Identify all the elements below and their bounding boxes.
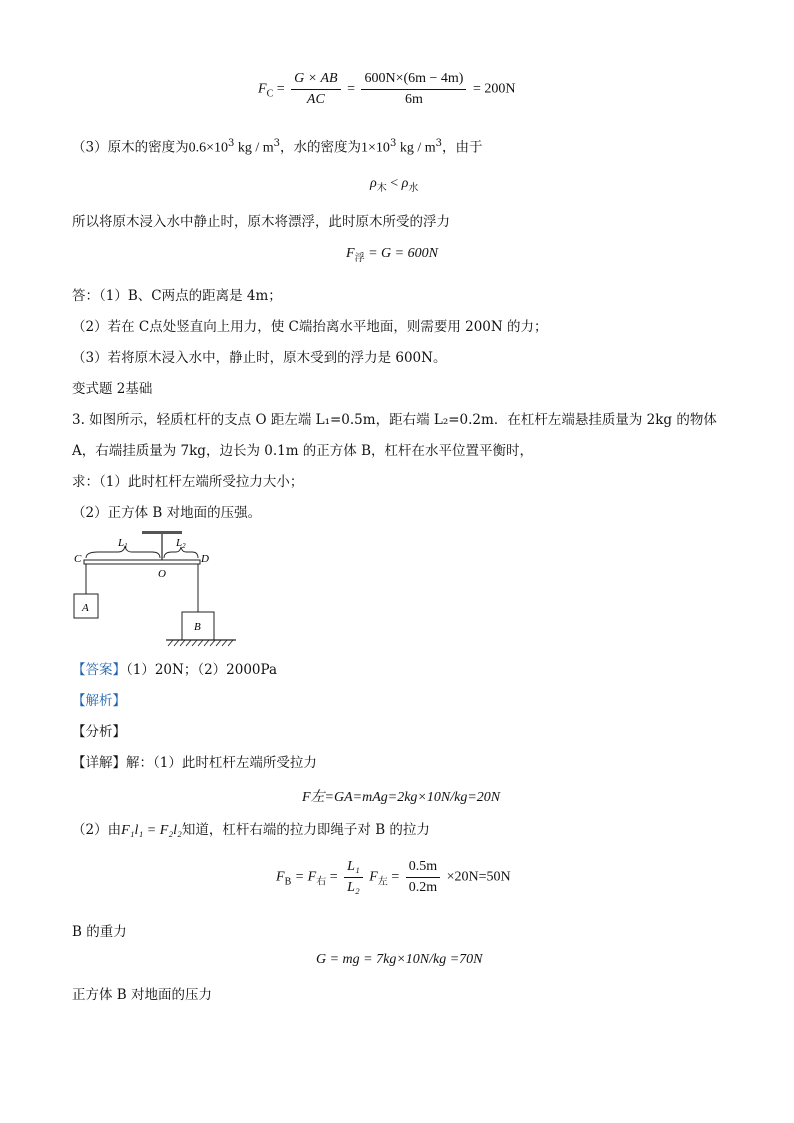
ground-hatch (168, 640, 233, 646)
equation-fb: $F_B = F_右$ = $\frac{\text{L₁}}{\text{L₂}}$ $F_左$ = $\frac{0.5m}{0.2m}$ ×20N=50N (276, 859, 511, 895)
answer-line-3: （3）若将原木浸入水中，静止时，原木受到的浮力是 600N。 (72, 350, 447, 366)
question-line-3: 求：（1）此时杠杆左端所受拉力大小； (72, 474, 304, 490)
ceiling-bar (142, 531, 182, 534)
fraction-l1-l2: $\frac{\text{L₁}}{\text{L₂}}$ (344, 858, 363, 897)
answer-line-2: （2）若在 C点处竖直向上用力，使 C端抬离水平地面，则需要用 200N 的力； (72, 319, 548, 335)
answer-line-1: 答：（1）B、C两点的距离是 4m； (72, 288, 282, 304)
label-l2: L2 (176, 537, 186, 550)
lever-bar (84, 560, 200, 564)
b-gravity-label: B 的重力 (72, 924, 127, 940)
density-line: （3）原木的密度为$0.6\times 10^3$ kg / $m^3$，水的密度为$1\times 10^3$ kg / $m^3$，由于 (72, 138, 483, 156)
question-line-4: （2）正方体 B 对地面的压强。 (72, 505, 262, 521)
equation-fc: $F_C$ = $\frac{G \times AB}{AC}$ = $\frac{600N\times(6m - 4m)}{6m}$ = 200N (258, 71, 516, 107)
answer-block: 【答案】（1）20N；（2）2000Pa (72, 662, 278, 678)
equation-g: G = mg = 7kg×10N/kg =70N (316, 952, 483, 967)
last-line: 正方体 B 对地面的压力 (72, 987, 213, 1003)
fenxi-label: 【分析】 (72, 724, 126, 740)
question-line-1: 3. 如图所示，轻质杠杆的支点 O 距左端 L₁=0.5m，距右端 L₂=0.2m．在杠杆左端悬挂质量为 2kg 的物体 (72, 412, 717, 428)
label-c: C (74, 553, 82, 565)
label-b: B (194, 621, 201, 633)
jiexi-label: 【解析】 (72, 693, 126, 709)
variant-title: 变式题 2基础 (72, 381, 153, 397)
p2-line: （2）由F₁l₁ = F₂l₂知道，杠杆右端的拉力即绳子对 B 的拉力 (72, 822, 430, 838)
equation-fzuo: F左=GA=mAg=2kg×10N/kg=20N (302, 790, 501, 805)
fraction-g-ab-ac: $\frac{G \times AB}{AC}$ (291, 70, 340, 109)
fraction-0-5m-0-2m: $\frac{0.5m}{0.2m}$ (406, 858, 440, 897)
xiangjie-line: 【详解】解：（1）此时杠杆左端所受拉力 (72, 755, 317, 771)
equation-rho: $\rho_木 < \rho_水$ (370, 176, 419, 194)
label-a: A (82, 602, 89, 614)
equation-float: $F_浮 = G = 600N$ (346, 246, 438, 264)
lever-diagram (68, 528, 248, 653)
question-line-2: A，右端挂质量为 7kg，边长为 0.1m 的正方体 B，杠杆在水平位置平衡时， (72, 443, 534, 459)
float-line: 所以将原木浸入水中静止时，原木将漂浮，此时原木所受的浮力 (72, 214, 450, 230)
fraction-600n: $\frac{600N\times(6m - 4m)}{6m}$ (361, 70, 466, 109)
label-l1: L1 (118, 537, 128, 550)
label-d: D (201, 553, 209, 565)
label-o: O (158, 568, 166, 580)
